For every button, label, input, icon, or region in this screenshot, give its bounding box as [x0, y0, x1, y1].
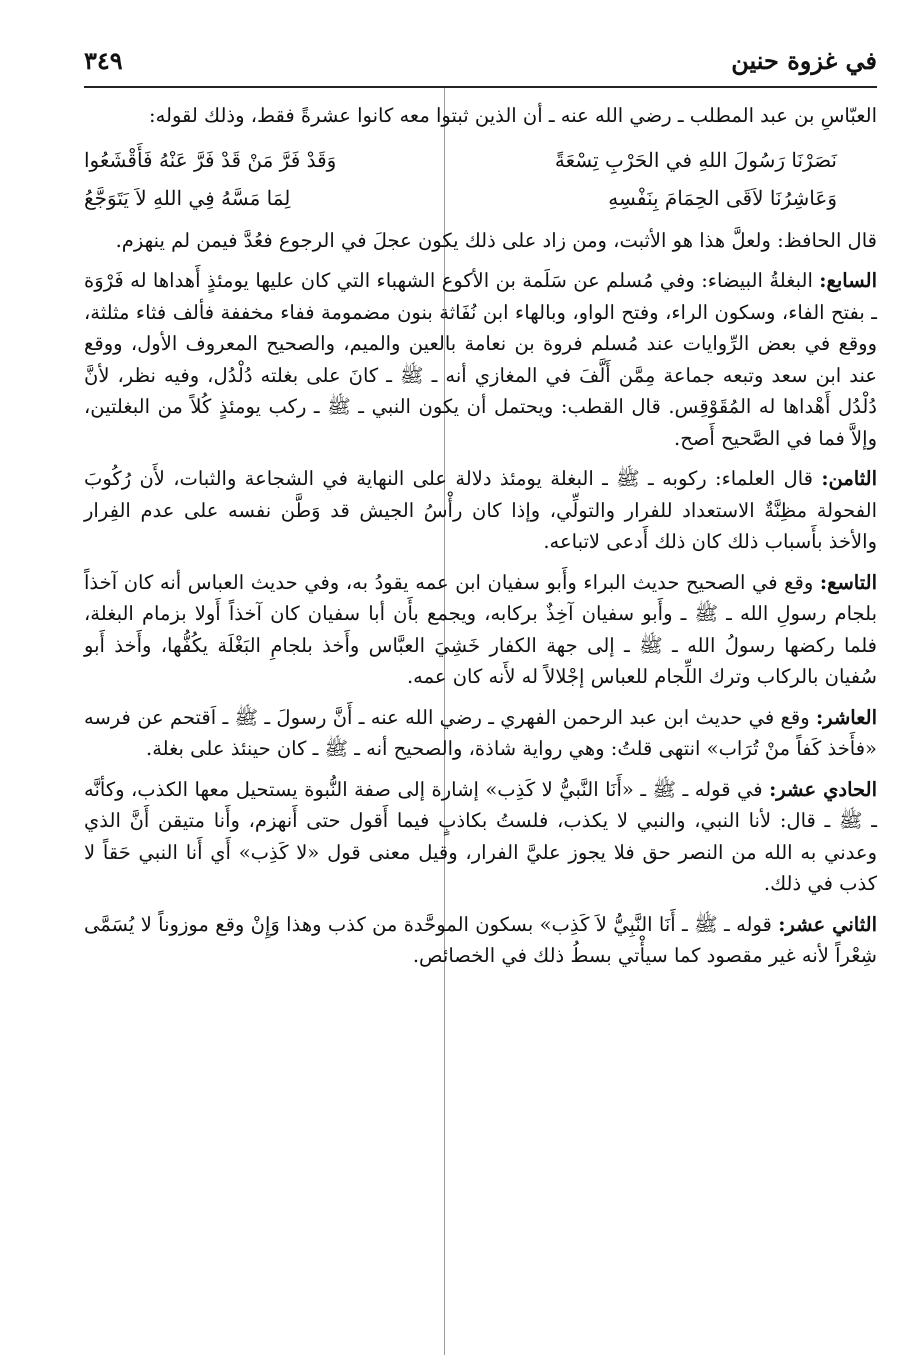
poem-hemistich: نَصَرْنَا رَسُولَ اللهِ في الحَرْبِ تِسْعَةً	[554, 147, 837, 172]
paragraph-text: قال العلماء: ركوبه ـ ﷺ ـ البغلة يومئذ دلالة على النهاية في الشجاعة والثبات، لأَن رُكُوبَ الفحولة مظِنَّةٌ الاستعداد للفرار والتولِّي، وإذا كان رأْسُ الجيش قد وَطَّن نفسه على عدم الفِرار والأخذ بأَسباب ذلك كان ذلك أَدعى لاتباعه.	[84, 467, 877, 553]
chapter-title: في غزوة حنين	[731, 46, 877, 75]
paragraph-text: وقع في الصحيح حديث البراء وأَبو سفيان ابن عمه يقودُ به، وفي حديث العباس أنه كان آخذاً بلجام رسولِ الله ـ ﷺ ـ وأَبو سفيان آخِذٌ بركابه، ويجمع بأَن أبا سفيان كان آخذاً أَولا بزمام البغلة، فلما ركضها رسولُ الله ـ ﷺ ـ إلى جهة الكفار خَشِيَ العبَّاس وأَخذ بلجامِ البَغْلَة يكُفُّها، وأَخذ أَبو سُفيان بالركاب وترك اللِّجام للعباس إجْلالاً له لأَنه كان عمه.	[84, 570, 877, 688]
paragraph-heading: الثاني عشر:	[778, 912, 877, 936]
paragraph-heading: الثامن:	[821, 467, 877, 490]
paragraph-seventh	[84, 265, 877, 454]
page-header	[84, 44, 877, 84]
paragraph-ninth	[84, 567, 877, 693]
paragraph-text: قوله ـ ﷺ ـ أَنَا النَّبِيُّ لاَ كَذِب» بسكون الموحَّدة من كذب وهذا وَإِنْ وقع موزوناً لا يُسَمَّى شِعْراً لأنه غير مقصود كما سيأْتي بسطُ ذلك في الخصائص.	[84, 912, 877, 967]
poem	[84, 141, 837, 217]
paragraph-heading: الحادي عشر:	[769, 777, 877, 801]
paragraph-eleventh	[84, 774, 877, 900]
intro-paragraph: العبّاسِ بن عبد المطلب ـ رضي الله عنه ـ أن الذين ثبتوا معه كانوا عشرةً فقط، وذلك لقوله:	[149, 104, 877, 127]
poem-line-1	[84, 141, 837, 179]
header-rule	[84, 86, 877, 88]
paragraph-heading: التاسع:	[819, 570, 877, 594]
poem-hemistich: وَقَدْ فَرَّ مَنْ قَدْ فَرَّ عَنْهُ فَأَقْشَعُوا	[84, 147, 337, 172]
page-number: ٣٤٩	[84, 46, 123, 75]
paragraph-twelfth	[84, 909, 877, 972]
paragraph-text: وقع في حديث ابن عبد الرحمن الفهري ـ رضي الله عنه ـ أَنَّ رسولَ ـ ﷺ ـ اَقتحم عن فرسه «فأَخذ كَفاً منْ تُرَاب» انتهى قلتُ: وهي رواية شاذة، والصحيح أنه ـ ﷺ ـ كان حينئذ على بغلة.	[84, 705, 877, 760]
poem-hemistich: وَعَاشِرُنَا لاَقَى الحِمَامَ بِنَفْسِهِ	[608, 185, 837, 210]
page-body	[84, 100, 877, 981]
paragraph-text: البغلةُ البيضاء: وفي مُسلم عن سَلَمة بن الأكوع الشهباء التي كان عليها يومئذٍ أَهداها له فَرْوَة ـ بفتح الفاء، وسكون الراء، وفتح الواو، وبالهاء ابن نُفَاثة بنون مضمومة ففاء مخففة فألف فثاء مثلثة، ووقع في بعض الرِّوايات عند مُسلم فروة بن نعامة بالعين والميم، والصحيح المعروف الأول، ووقع عند ابن سعد وتبعه جماعة مِمَّن أَلَّفَ في المغازي أنه ـ ﷺ ـ كانَ على بغلته دُلْدُل، وفيه نظر، لأنَّ دُلْدُل أَهْداها له المُقَوْقِس. قال القطب: ويحتمل أن يكون النبي ـ ﷺ ـ ركب يومئذٍ كُلاً من البغلتين، وإلاَّ فما في الصَّحيح أَصح.	[84, 269, 877, 450]
poem-line-2	[84, 179, 837, 217]
paragraph-eighth	[84, 463, 877, 558]
paragraph-text: في قوله ـ ﷺ ـ «أَنَا النَّبيُّ لا كَذِب» إشارة إلى صفة النُّبوة يستحيل معها الكذب، وكأنَّه ـ ﷺ ـ قال: لأنا النبي، والنبي لا يكذب، فلستُ بكاذبٍ فيما أَقول حتى أَنهزم، وأَنا متيقن أَنَّ الذي وعدني به الله من النصر حق فلا يجوز عليَّ الفرار، وقيل معنى قول «لا كَذِب» أَي أَنا النبي حَقاً لا كذب في ذلك.	[84, 777, 877, 895]
paragraph-heading: السابع:	[819, 269, 877, 292]
paragraph-heading: العاشر:	[815, 705, 877, 729]
hafiz-paragraph: قال الحافظ: ولعلَّ هذا هو الأثبت، ومن زاد على ذلك يكون عجلَ في الرجوع فعُدَّ فيمن لم ينهزم.	[115, 228, 877, 252]
paragraph-tenth	[84, 702, 877, 765]
poem-hemistich: لِمَا مَسَّهُ فِي اللهِ لاَ يَتَوَجَّعُ	[84, 185, 291, 210]
